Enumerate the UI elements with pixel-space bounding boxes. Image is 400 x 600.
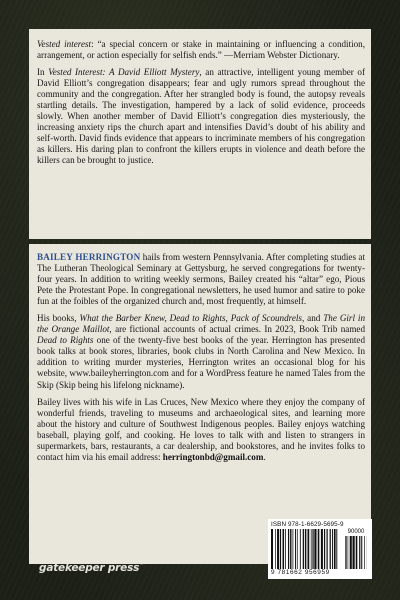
book-titles-list: What the Barber Knew, Dead to Rights, Pack of Scoundrels [79,313,302,324]
barcode-bar [346,536,347,569]
barcode-bar [277,529,279,569]
synopsis-text: , an attractive, intelligent young member of David Elliott’s congregation disappears; fear and ugly rumors spread throughout the community and the congregation. After her strangled body is found, the autopsy reveals startling details. The investigation, hampered by a lack of solid evidence, proceeds slowly. When another member of David Elliott’s congregation dies mysteriously, the increasing anxiety rips the church apart and intensifies David’s doubt of his ability and self-worth. David finds evidence that appears to incriminate members of his congregation as killers. His daring plan to confront the killers erupts in violence and death before the killers can be brought to justice. [37,67,365,166]
price-addon [345,529,367,569]
price-code: 90000 [347,529,365,535]
bio-text-1: hails from western Pennsylvania. After completing studies at The Lutheran Theological Seminary at Gettysburg, he served congregations for twenty-four years. In addition to writing weekly sermons, Bailey created his “altar” ego, Pious Pete the Protestant Pope. In congregational newsletters, he used humor and satire to poke fun at the foibles of the organized church and, most frequently, at himself. [37,252,365,307]
barcode-bar [311,529,312,569]
barcode-bar [356,536,358,569]
synopsis-panel [29,29,371,239]
barcode-bar [348,536,349,569]
barcode-bar [275,529,276,569]
bio-paragraph-1 [37,252,365,307]
barcode-bar [336,529,337,569]
author-name: BAILEY HERRINGTON [37,252,141,262]
synopsis-paragraph [37,67,365,166]
barcode-bar [350,536,352,569]
barcode-bar [321,529,323,569]
bio-text-2-end: one of the twenty-five best books of the year. Herrington has presented book talks at book stores, libraries, book clubs in North Carolina and New Mexico. In addition to writing murder mysteries, Herrington writes an occasional blog for his website, www.baileyherrington.com and for a WordPress feature he named Tales from the Skip (Skip being his lifelong nickname). [37,335,366,390]
author-email: herringtonbd@gmail.com [162,451,264,462]
synopsis-lead: In [37,67,49,78]
barcode-bar [303,529,304,569]
barcode-bar [290,529,291,569]
ean-digits: 9 781662 956959 [271,569,330,576]
barcode-bar [288,529,289,569]
book-title-dead-to-rights: Dead to Rights [37,335,94,346]
barcode-bar [359,536,360,569]
barcode-bars [271,529,369,569]
definition-text: : “a special concern or stake in maintaining or influencing a condition, arrangement, or action especially for selfish ends.” —Merriam Webster Dictionary. [37,39,365,61]
barcode-bar [364,536,365,569]
bio-text-2-lead: His books, [37,313,80,324]
barcode-bar [318,529,320,569]
barcode-bar [330,529,331,569]
bio-paragraph-3 [37,397,365,463]
barcode-bar [332,529,333,569]
barcode-bar [345,536,346,569]
barcode-bar [293,529,294,569]
barcode-bar [283,529,285,569]
definition-paragraph [37,39,365,61]
addon-bars [345,536,367,569]
bio-text-2-and: , and [301,313,324,324]
definition-term: Vested interest [37,39,92,49]
barcode-bar [285,529,286,569]
barcode-bar [280,529,281,569]
ean-bars [271,529,339,569]
barcode-bar [300,529,301,569]
publisher-logo [36,561,144,575]
barcode-bar [327,529,328,569]
barcode-bar [334,529,336,569]
isbn-barcode [268,519,372,579]
bio-text-2-mid: , are fictional accounts of actual crimes. In 2023, Book Trib named [109,324,365,335]
isbn-label: ISBN 978-1-6629-5695-9 [271,521,344,528]
trademark-mark: ™ [139,562,144,569]
barcode-bar [308,529,310,569]
bio-paragraph-2 [37,313,365,390]
barcode-bar [324,529,325,569]
barcode-bar [271,529,273,569]
barcode-bar [297,529,298,569]
barcode-bar [361,536,362,569]
book-title: Vested Interest: A David Elliott Mystery [48,67,200,78]
book-title-girl: The Girl in the Orange Maillot [37,313,366,335]
barcode-bar [312,529,313,569]
barcode-bar [295,529,296,569]
barcode-bar [314,529,316,569]
publisher-name-text: gatekeeper press [39,562,140,574]
bio-text-3: Bailey lives with his wife in Las Cruces, New Mexico where they enjoy the company of wonderful friends, traveling to museums and archaeological sites, and learning more about the history and culture of Southwest Indigenous peoples. Bailey enjoys watching baseball, playing golf, and cooking. He loves to talk with and listen to strangers in supermarkets, bars, restaurants, a car dealership, and bookstores, and he invites folks to contact him via his email address: [37,396,365,462]
author-bio-panel [29,244,371,564]
bio-text-3-end: . [263,451,266,462]
barcode-bar [305,529,306,569]
publisher-name [39,562,144,574]
barcode-bar [353,536,355,569]
